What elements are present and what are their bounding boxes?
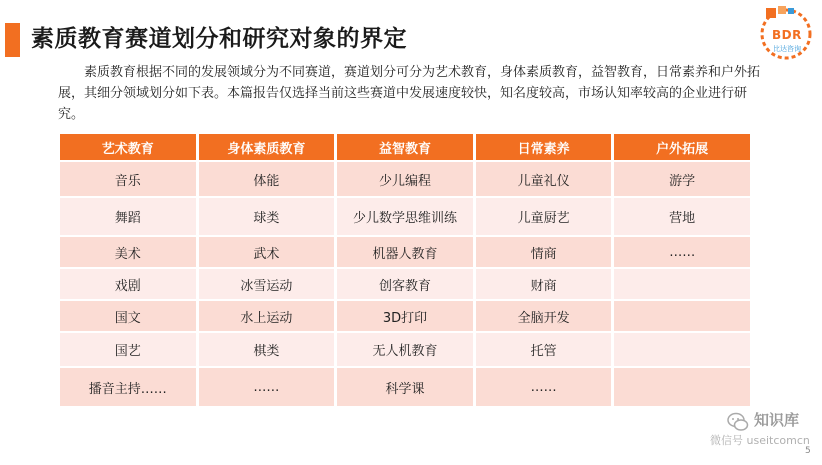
table-cell: …… bbox=[476, 368, 612, 406]
table-cell: 营地 bbox=[614, 198, 750, 235]
table-cell: 体能 bbox=[199, 162, 335, 196]
table-cell bbox=[614, 269, 750, 299]
table-cell: 国艺 bbox=[60, 333, 196, 366]
page-number: 5 bbox=[805, 446, 811, 456]
title-accent-bar bbox=[5, 23, 20, 57]
table-cell bbox=[614, 333, 750, 366]
table-cell bbox=[614, 368, 750, 406]
table-cell: 创客教育 bbox=[337, 269, 473, 299]
table-row bbox=[60, 237, 750, 267]
header-cell: 益智教育 bbox=[337, 134, 473, 160]
table-cell: 舞蹈 bbox=[60, 198, 196, 235]
header-cell: 身体素质教育 bbox=[199, 134, 335, 160]
header-cell: 艺术教育 bbox=[60, 134, 196, 160]
intro-paragraph: 素质教育根据不同的发展领域分为不同赛道，赛道划分可分为艺术教育，身体素质教育，益智教育，日常素养和户外拓展，其细分领域划分如下表。本篇报告仅选择当前这些赛道中发展速度较快，知名度较高，市场认知率较高的企业进行研究。 bbox=[58, 65, 761, 122]
table-cell: 儿童礼仪 bbox=[476, 162, 612, 196]
table-row bbox=[60, 333, 750, 366]
table-cell bbox=[614, 301, 750, 331]
table-cell: 冰雪运动 bbox=[199, 269, 335, 299]
table-cell: …… bbox=[614, 237, 750, 267]
table-row bbox=[60, 162, 750, 196]
table-cell: 科学课 bbox=[337, 368, 473, 406]
table-cell: 3D打印 bbox=[337, 301, 473, 331]
table-row bbox=[60, 198, 750, 235]
watermark-subtitle: 微信号 useitcomcn bbox=[710, 434, 810, 447]
track-table bbox=[57, 132, 753, 408]
table-cell: 音乐 bbox=[60, 162, 196, 196]
table-cell: 游学 bbox=[614, 162, 750, 196]
header-cell: 户外拓展 bbox=[614, 134, 750, 160]
table-row bbox=[60, 368, 750, 406]
table-cell: 儿童厨艺 bbox=[476, 198, 612, 235]
table-cell: 球类 bbox=[199, 198, 335, 235]
header-cell: 日常素养 bbox=[476, 134, 612, 160]
table-cell: …… bbox=[199, 368, 335, 406]
table-cell: 情商 bbox=[476, 237, 612, 267]
table-row bbox=[60, 269, 750, 299]
logo-text: BDR bbox=[772, 28, 802, 42]
table-cell: 财商 bbox=[476, 269, 612, 299]
table-cell: 美术 bbox=[60, 237, 196, 267]
logo-subtitle: 比达咨询 bbox=[773, 45, 801, 53]
table-cell: 少儿编程 bbox=[337, 162, 473, 196]
table-cell: 全脑开发 bbox=[476, 301, 612, 331]
table-cell: 无人机教育 bbox=[337, 333, 473, 366]
table-row bbox=[60, 301, 750, 331]
table-cell: 托管 bbox=[476, 333, 612, 366]
wechat-icon bbox=[727, 411, 749, 433]
table-cell: 戏剧 bbox=[60, 269, 196, 299]
table-cell: 少儿数学思维训练 bbox=[337, 198, 473, 235]
table-header-row bbox=[60, 134, 750, 160]
watermark-title: 知识库 bbox=[754, 411, 800, 429]
table-cell: 水上运动 bbox=[199, 301, 335, 331]
table-cell: 机器人教育 bbox=[337, 237, 473, 267]
table-cell: 武术 bbox=[199, 237, 335, 267]
table-cell: 国文 bbox=[60, 301, 196, 331]
table-cell: 播音主持…… bbox=[60, 368, 196, 406]
table-cell: 棋类 bbox=[199, 333, 335, 366]
slide-title: 素质教育赛道划分和研究对象的界定 bbox=[31, 26, 407, 52]
